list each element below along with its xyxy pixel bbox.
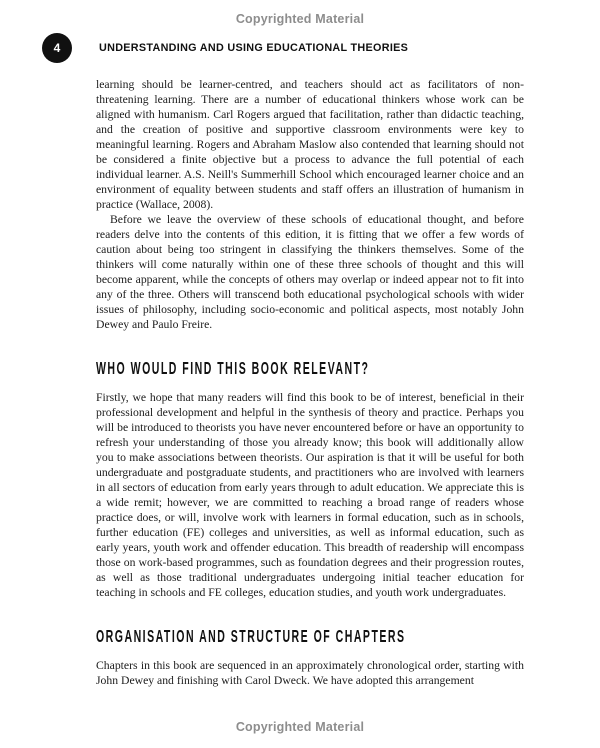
copyright-watermark-top: Copyrighted Material — [235, 12, 365, 26]
section-heading-organisation — [96, 626, 524, 647]
paragraph-chapter-order: Chapters in this book are sequenced in an approximately chronological order, starting with John Dewey and finishing with Carol Dweck. We have adopted this arrangement — [96, 659, 524, 687]
section-heading-text: WHO WOULD FIND THIS BOOK RELEVANT? — [96, 358, 370, 379]
copyright-watermark-bottom: Copyrighted Material — [235, 720, 365, 734]
page-body — [96, 77, 524, 688]
section-heading-who-would-find — [96, 358, 524, 379]
paragraph-readership: Firstly, we hope that many readers will find this book to be of interest, beneficial in their professional development and helpful in the synthesis of theory and practice. Perhaps you will be introduced to theorists you have never encountered before or have an opportunity to refresh your understanding of those you already know; this book will additionally allow you to make associations between theorists. Our aspiration is that it will be useful for both undergraduate and postgraduate students, and practitioners who are involved with learners in all sectors of education from early years through to adult education. We appreciate this is a wide remit; however, we are committed to reaching a broad range of readers whose practice does, or will, involve work with learners in formal education, such as in schools, further education (FE) colleges and universities, as well as informal education, such as early years, youth work and offender education. This breadth of readership will encompass those on work-based programmes, such as foundation degrees and their progression routes, as well as those traditional undergraduates undergoing initial teacher education for teaching in schools and FE colleges, education studies, and youth work undergraduates. — [96, 391, 524, 599]
running-header: UNDERSTANDING AND USING EDUCATIONAL THEORIES — [99, 42, 409, 54]
paragraph-caution: Before we leave the overview of these schools of educational thought, and before readers delve into the contents of this edition, it is fitting that we offer a few words of caution about being too stringent in classifying the thinkers themselves. Some of the thinkers will come naturally within one of these three schools of thought and this will become apparent, while the concepts of others may overlap or indeed appear not to fit into any of the three. Others will transcend both educational psychological schools with wider issues of philosophy, including socio-economic and political aspects, most notably John Dewey and Paulo Freire. — [96, 213, 524, 331]
page-header — [42, 33, 540, 63]
paragraph-humanism: learning should be learner-centred, and teachers should act as facilitators of non-threatening learning. There are a number of educational thinkers whose work can be aligned with humanism. Carl Rogers argued that facilitation, rather than didactic teaching, and the creation of positive and supportive classroom environments were key to meaningful learning. Rogers and Abraham Maslow also contended that learning should not be considered a finite objective but a process to advance the full potential of each individual learner. A.S. Neill's Summerhill School which encouraged learner choice and an environment of equality between students and staff offers an illustration of humanism in practice (Wallace, 2008). — [96, 78, 524, 211]
section-heading-text: ORGANISATION AND STRUCTURE OF CHAPTERS — [96, 626, 406, 647]
page-number-badge — [42, 33, 72, 63]
page-number: 4 — [53, 41, 61, 55]
